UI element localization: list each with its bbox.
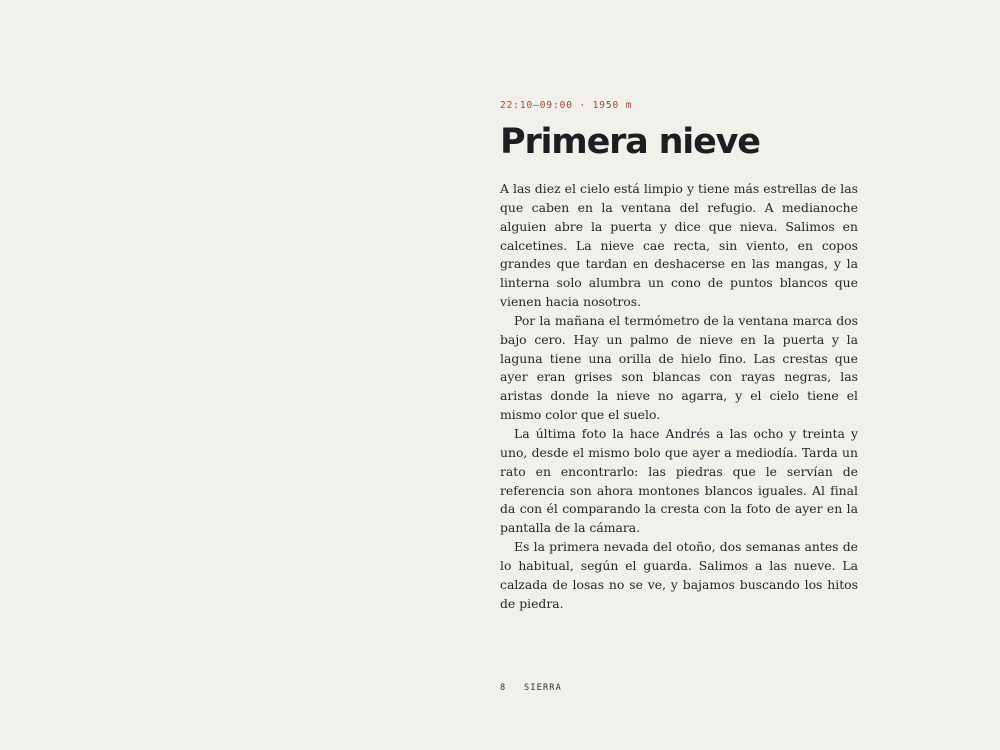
paragraph: Es la primera nevada del otoño, dos semanas antes de lo habitual, según el guarda. Salimos a las nueve. La calzada de losas no se ve, y bajamos buscando los hitos de piedra.: [500, 539, 858, 611]
paragraph: Por la mañana el termómetro de la ventana marca dos bajo cero. Hay un palmo de nieve en la puerta y la laguna tiene una orilla de hielo fino. Las crestas que ayer eran grises son blancas con rayas negras, las aristas donde la nieve no agarra, y el cielo tiene el mismo color que el suelo.: [500, 312, 858, 423]
page-number: 8: [500, 683, 507, 693]
paragraph: A las diez el cielo está limpio y tiene más estrellas de las que caben en la ventana del refugio. A medianoche alguien abre la puerta y dice que nieva. Salimos en calcetines. La nieve cae recta, sin viento, en copos grandes que tardan en deshacerse en las mangas, y la linterna solo alumbra un cono de puntos blancos que vienen hacia nosotros.: [500, 181, 858, 310]
text-column: [500, 98, 858, 613]
page-footer: [500, 681, 562, 695]
running-head: SIERRA: [524, 683, 562, 693]
paragraph: La última foto la hace Andrés a las ocho y treinta y uno, desde el mismo bolo que ayer a mediodía. Tarda un rato en encontrarlo: las piedras que le servían de referencia son ahora montones blancos iguales. Al final da con él comparando la cresta con la foto de ayer en la pantalla de la cámara.: [500, 425, 858, 536]
chapter-title: Primera nieve: [500, 122, 760, 162]
time-altitude-meta: 22:10–09:00 · 1950 m: [500, 100, 633, 111]
chapter-body: [500, 180, 858, 613]
